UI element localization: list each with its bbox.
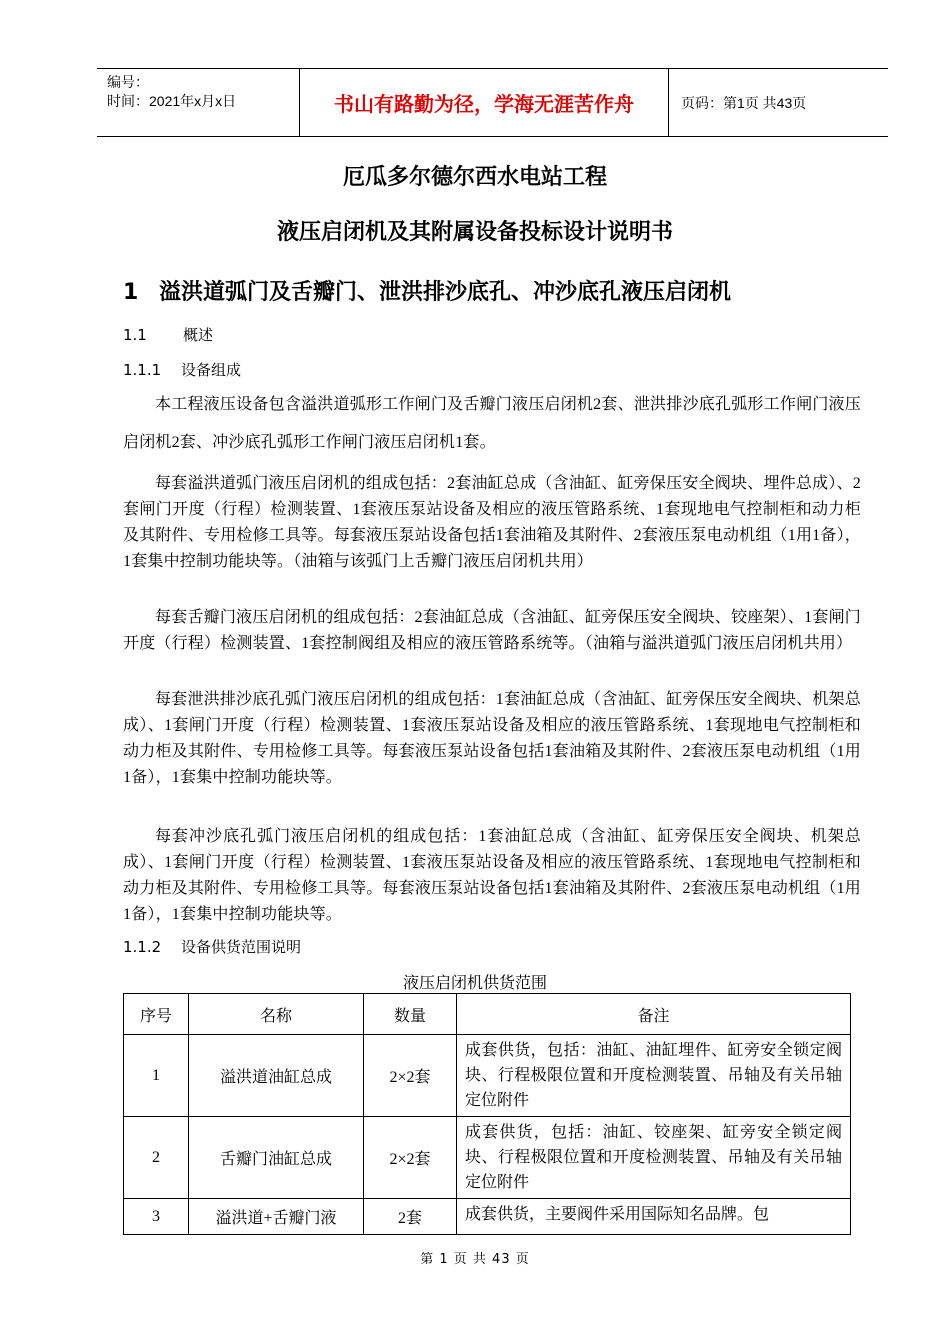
section-number: 1.1 xyxy=(123,326,147,344)
cell-note: 成套供货，包括：油缸、铰座架、缸旁安全锁定阀块、行程极限位置和开度检测装置、吊轴及有关吊轴定位附件 xyxy=(457,1117,851,1199)
cell-name: 舌瓣门油缸总成 xyxy=(189,1117,364,1199)
section-heading-1-1-1 xyxy=(123,359,241,380)
cell-note: 成套供货，包括：油缸、油缸埋件、缸旁安全锁定阀块、行程极限位置和开度检测装置、吊轴及有关吊轴定位附件 xyxy=(457,1035,851,1117)
header-motto: 书山有路勤为径，学海无涯苦作舟 xyxy=(299,69,669,136)
table-row xyxy=(124,1199,851,1235)
doc-title-1: 厄瓜多尔德尔西水电站工程 xyxy=(342,165,607,190)
section-heading-1 xyxy=(123,275,731,306)
table-row xyxy=(124,1035,851,1117)
section-title: 溢洪道弧门及舌瓣门、泄洪排沙底孔、冲沙底孔液压启闭机 xyxy=(159,280,732,305)
cell-qty: 2×2套 xyxy=(364,1035,457,1117)
cell-qty: 2套 xyxy=(364,1199,457,1235)
section-number: 1.1.2 xyxy=(123,938,162,956)
page-header xyxy=(97,68,888,137)
time-label: 时间：2021年x月x日 xyxy=(107,93,237,109)
header-name: 名称 xyxy=(189,994,364,1035)
header-meta xyxy=(97,69,299,136)
doc-title-2: 液压启闭机及其附属设备投标设计说明书 xyxy=(276,220,673,245)
cell-name: 溢洪道+舌瓣门液 xyxy=(189,1199,364,1235)
section-heading-1-1 xyxy=(123,324,213,345)
section-title: 设备组成 xyxy=(181,361,242,379)
table-row xyxy=(124,1117,851,1199)
cell-no: 2 xyxy=(124,1117,189,1199)
paragraph-5: 每套冲沙底孔弧门液压启闭机的组成包括：1套油缸总成（含油缸、缸旁保压安全阀块、机架总成）、1套闸门开度（行程）检测装置、1套液压泵站设备及相应的液压管路系统、1套现地电气控制柜和动力柜及其附件、专用检修工具等。每套液压泵站设备包括1套油箱及其附件、2套液压泵电动机组（1用1备），1套集中控制功能块等。 xyxy=(123,828,861,923)
page-footer: 第 1 页 共 43 页 xyxy=(420,1252,530,1267)
header-note: 备注 xyxy=(457,994,851,1035)
section-heading-1-1-2 xyxy=(123,936,301,957)
table-caption: 液压启闭机供货范围 xyxy=(402,973,547,992)
section-title: 概述 xyxy=(183,326,214,344)
supply-table xyxy=(123,993,851,1235)
header-page-code: 页码：第1页 共43页 xyxy=(681,94,807,111)
cell-no: 1 xyxy=(124,1035,189,1117)
header-qty: 数量 xyxy=(364,994,457,1035)
cell-note: 成套供货，主要阀件采用国际知名品牌。包 xyxy=(457,1199,851,1235)
table-header-row xyxy=(124,994,851,1035)
header-no: 序号 xyxy=(124,994,189,1035)
paragraph-4: 每套泄洪排沙底孔弧门液压启闭机的组成包括：1套油缸总成（含油缸、缸旁保压安全阀块、机架总成）、1套闸门开度（行程）检测装置、1套液压泵站设备及相应的液压管路系统、1套现地电气控制柜和动力柜及其附件、专用检修工具等。每套液压泵站设备包括1套油箱及其附件、2套液压泵电动机组（1用1备），1套集中控制功能块等。 xyxy=(123,691,861,786)
cell-qty: 2×2套 xyxy=(364,1117,457,1199)
section-title: 设备供货范围说明 xyxy=(181,938,302,956)
cell-name: 溢洪道油缸总成 xyxy=(189,1035,364,1117)
section-number: 1.1.1 xyxy=(123,361,162,379)
paragraph-1: 本工程液压设备包含溢洪道弧形工作闸门及舌瓣门液压启闭机2套、泄洪排沙底孔弧形工作闸门液压启闭机2套、冲沙底孔弧形工作闸门液压启闭机1套。 xyxy=(123,396,861,451)
paragraph-2: 每套溢洪道弧门液压启闭机的组成包括：2套油缸总成（含油缸、缸旁保压安全阀块、埋件总成）、2套闸门开度（行程）检测装置、1套液压泵站设备及相应的液压管路系统、1套现地电气控制柜和动力柜及其附件、专用检修工具等。每套液压泵站设备包括1套油箱及其附件、2套液压泵电动机组（1用1备），1套集中控制功能块等。（油箱与该弧门上舌瓣门液压启闭机共用） xyxy=(123,475,861,570)
section-number: 1 xyxy=(123,280,139,305)
cell-no: 3 xyxy=(124,1199,189,1235)
paragraph-3: 每套舌瓣门液压启闭机的组成包括：2套油缸总成（含油缸、缸旁保压安全阀块、铰座架）、1套闸门开度（行程）检测装置、1套控制阀组及相应的液压管路系统等。（油箱与溢洪道弧门液压启闭机共用） xyxy=(123,609,861,652)
serial-label: 编号： xyxy=(107,74,149,90)
